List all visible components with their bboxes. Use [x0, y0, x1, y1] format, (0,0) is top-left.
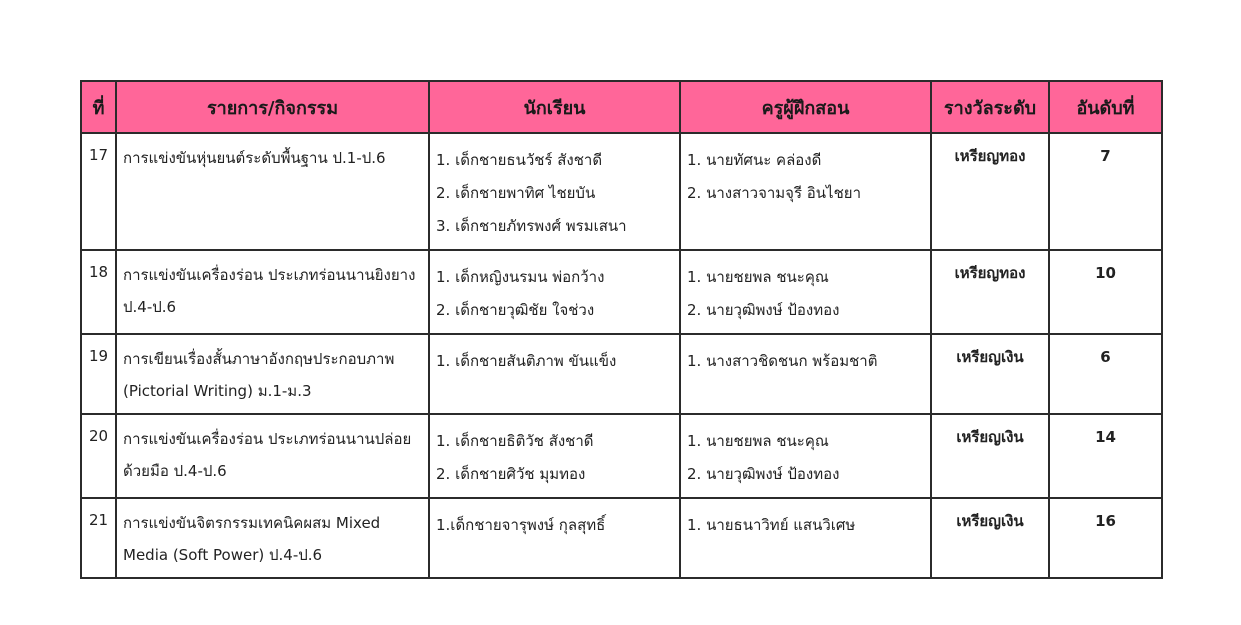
student-name: 2. เด็กชายวุฒิชัย ใจช่วง — [436, 301, 595, 319]
teachers-cell — [680, 498, 931, 578]
row-number-cell — [81, 334, 116, 414]
header-activity: รายการ/กิจกรรม — [116, 81, 429, 133]
teacher-name: 2. นางสาวจามจุรี อินไชยา — [687, 184, 861, 202]
students-cell — [429, 250, 680, 334]
row-number-cell — [81, 250, 116, 334]
teacher-name: 2. นายวุฒิพงษ์ ป้องทอง — [687, 301, 840, 319]
student-name: 2. เด็กชายศิวัช มุมทอง — [436, 465, 586, 483]
rank-cell — [1049, 250, 1162, 334]
row-number: 21 — [88, 511, 109, 529]
teachers-cell — [680, 133, 931, 250]
rank-cell — [1049, 498, 1162, 578]
students-cell — [429, 133, 680, 250]
activity-name: การแข่งขันเครื่องร่อน ประเภทร่อนนานยิงยาง ป.4-ป.6 — [123, 266, 416, 316]
awards-table — [80, 80, 1163, 579]
activity-name: การแข่งขันเครื่องร่อน ประเภทร่อนนานปล่อยด้วยมือ ป.4-ป.6 — [123, 430, 412, 480]
award-cell — [931, 133, 1049, 250]
table-body — [81, 133, 1162, 578]
row-number: 18 — [88, 263, 109, 281]
table-row — [81, 133, 1162, 250]
rank-value: 7 — [1100, 147, 1111, 165]
students-cell — [429, 414, 680, 498]
award-cell — [931, 250, 1049, 334]
header-rank: อันดับที่ — [1049, 81, 1162, 133]
teachers-cell — [680, 334, 931, 414]
teacher-name: 2. นายวุฒิพงษ์ ป้องทอง — [687, 465, 840, 483]
header-students: นักเรียน — [429, 81, 680, 133]
teacher-name: 1. นายชยพล ชนะคุณ — [687, 432, 829, 450]
activity-cell — [116, 334, 429, 414]
rank-value: 16 — [1095, 512, 1116, 530]
table-row — [81, 414, 1162, 498]
activity-cell — [116, 250, 429, 334]
award-cell — [931, 414, 1049, 498]
award-cell — [931, 334, 1049, 414]
table-row — [81, 334, 1162, 414]
activity-cell — [116, 498, 429, 578]
teacher-name: 1. นายชยพล ชนะคุณ — [687, 268, 829, 286]
teachers-cell — [680, 414, 931, 498]
row-number-cell — [81, 414, 116, 498]
award-level: เหรียญทอง — [954, 147, 1026, 165]
header-no: ที่ — [81, 81, 116, 133]
rank-cell — [1049, 133, 1162, 250]
row-number: 17 — [88, 146, 109, 164]
teacher-name: 1. นายทัศนะ คล่องดี — [687, 151, 822, 169]
header-award: รางวัลระดับ — [931, 81, 1049, 133]
rank-value: 6 — [1100, 348, 1111, 366]
table-row — [81, 498, 1162, 578]
teacher-name: 1. นางสาวชิดชนก พร้อมชาติ — [687, 352, 878, 370]
activity-name: การแข่งขันจิตรกรรมเทคนิคผสม Mixed Media (Soft Power) ป.4-ป.6 — [123, 514, 381, 564]
students-cell — [429, 498, 680, 578]
award-level: เหรียญเงิน — [956, 428, 1024, 446]
students-cell — [429, 334, 680, 414]
row-number-cell — [81, 133, 116, 250]
rank-cell — [1049, 414, 1162, 498]
row-number-cell — [81, 498, 116, 578]
activity-name: การเขียนเรื่องสั้นภาษาอังกฤษประกอบภาพ (Pictorial Writing) ม.1-ม.3 — [123, 350, 395, 400]
student-name: 3. เด็กชายภัทรพงศ์ พรมเสนา — [436, 217, 627, 235]
teacher-name: 1. นายธนาวิทย์ แสนวิเศษ — [687, 516, 856, 534]
row-number: 19 — [88, 347, 109, 365]
student-name: 1. เด็กชายธนวัชร์ สังชาดี — [436, 151, 603, 169]
table-header — [81, 81, 1162, 133]
table-row — [81, 250, 1162, 334]
row-number: 20 — [88, 427, 109, 445]
activity-name: การแข่งขันหุ่นยนต์ระดับพื้นฐาน ป.1-ป.6 — [123, 149, 386, 167]
teachers-cell — [680, 250, 931, 334]
student-name: 2. เด็กชายพาทิศ ไชยบัน — [436, 184, 596, 202]
rank-value: 10 — [1095, 264, 1116, 282]
student-name: 1. เด็กหญิงนรมน พ่อกว้าง — [436, 268, 605, 286]
student-name: 1. เด็กชายสันติภาพ ขันแข็ง — [436, 352, 617, 370]
rank-value: 14 — [1095, 428, 1116, 446]
activity-cell — [116, 414, 429, 498]
student-name: 1. เด็กชายธิติวัช สังชาดี — [436, 432, 594, 450]
award-level: เหรียญเงิน — [956, 348, 1024, 366]
rank-cell — [1049, 334, 1162, 414]
award-cell — [931, 498, 1049, 578]
award-level: เหรียญเงิน — [956, 512, 1024, 530]
activity-cell — [116, 133, 429, 250]
header-teachers: ครูผู้ฝึกสอน — [680, 81, 931, 133]
header-row — [81, 81, 1162, 133]
student-name: 1.เด็กชายจารุพงษ์ กุลสุทธิ์ — [436, 516, 606, 534]
award-level: เหรียญทอง — [954, 264, 1026, 282]
